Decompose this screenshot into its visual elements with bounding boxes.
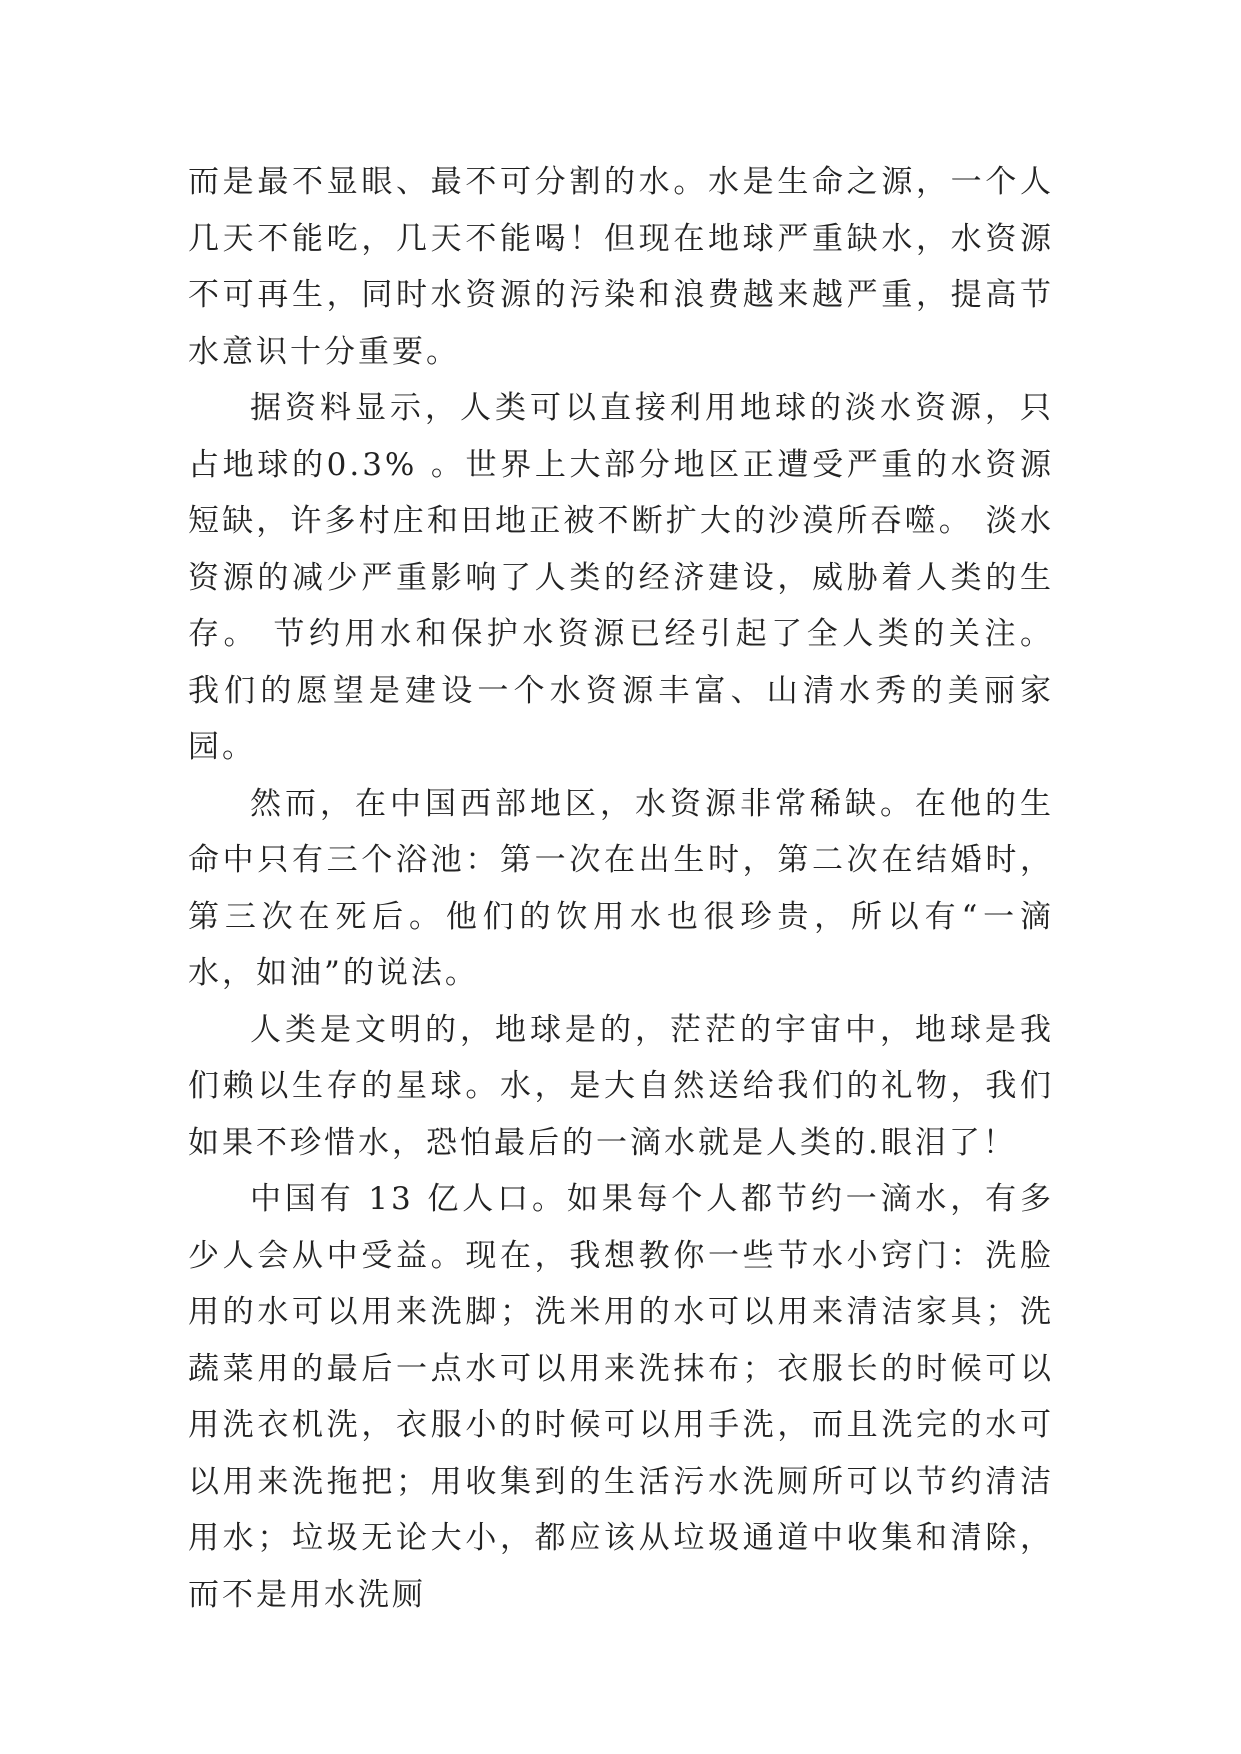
paragraph-2: 据资料显示，人类可以直接利用地球的淡水资源，只占地球的0.3% 。世界上大部分地区正遭受严重的水资源短缺，许多村庄和田地正被不断扩大的沙漠所吞噬。 淡水资源的减少严重影响了人类的经济建设，威胁着人类的生存。 节约用水和保护水资源已经引起了全人类的关注。 我们的愿望是建设一个水资源丰富、山清水秀的美丽家园。 <box>188 390 1054 765</box>
document-body <box>188 154 1054 1623</box>
paragraph-3: 然而，在中国西部地区，水资源非常稀缺。在他的生命中只有三个浴池：第一次在出生时，第二次在结婚时，第三次在死后。他们的饮用水也很珍贵，所以有“一滴水，如油”的说法。 <box>188 785 1054 991</box>
paragraph-5: 中国有 13 亿人口。如果每个人都节约一滴水，有多少人会从中受益。现在，我想教你一些节水小窍门：洗脸用的水可以用来洗脚；洗米用的水可以用来清洁家具；洗蔬菜用的最后一点水可以用来洗抹布；衣服长的时候可以用洗衣机洗，衣服小的时候可以用手洗，而且洗完的水可以用来洗拖把；用收集到的生活污水洗厕所可以节约清洁用水；垃圾无论大小，都应该从垃圾通道中收集和清除，而不是用水洗厕 <box>188 1181 1054 1613</box>
paragraph-1: 而是最不显眼、最不可分割的水。水是生命之源，一个人几天不能吃，几天不能喝！但现在地球严重缺水，水资源不可再生，同时水资源的污染和浪费越来越严重，提高节水意识十分重要。 <box>188 164 1054 370</box>
paragraph-4: 人类是文明的，地球是的，茫茫的宇宙中，地球是我们赖以生存的星球。水，是大自然送给我们的礼物，我们如果不珍惜水，恐怕最后的一滴水就是人类的.眼泪了！ <box>188 1011 1054 1161</box>
